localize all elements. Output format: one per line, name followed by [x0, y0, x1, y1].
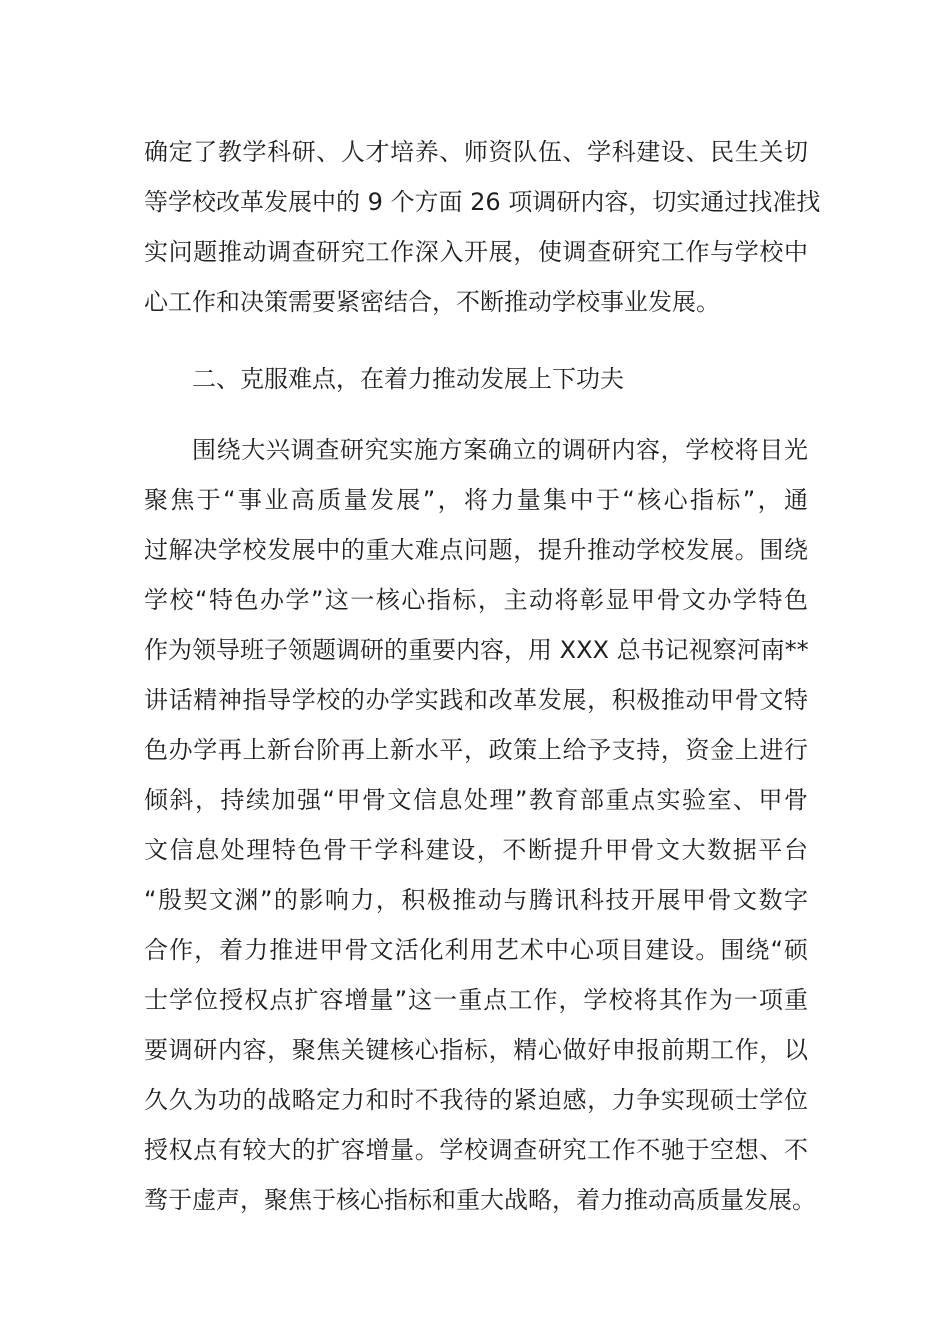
paragraph-line: 倾斜，持续加强“甲骨文信息处理”教育部重点实验室、甲骨	[144, 786, 808, 814]
paragraph-1	[144, 127, 821, 327]
paragraph-line: 围绕大兴调查研究实施方案确立的调研内容，学校将目光	[192, 436, 808, 464]
paragraph-line: 色办学再上新台阶再上新水平，政策上给予支持，资金上进行	[144, 736, 808, 764]
paragraph-line: 讲话精神指导学校的办学实践和改革发展，积极推动甲骨文特	[144, 686, 808, 714]
paragraph-line: 心工作和决策需要紧密结合，不断推动学校事业发展。	[144, 288, 720, 316]
paragraph-line: “殷契文渊”的影响力，积极推动与腾讯科技开展甲骨文数字	[144, 886, 808, 914]
paragraph-line: 要调研内容，聚焦关键核心指标，精心做好申报前期工作，以	[144, 1036, 808, 1064]
paragraph-line: 等学校改革发展中的 9 个方面 26 项调研内容，切实通过找准找	[144, 188, 821, 216]
paragraph-line: 授权点有较大的扩容增量。学校调查研究工作不驰于空想、不	[144, 1136, 808, 1164]
document-body	[144, 127, 821, 1225]
paragraph-line: 实问题推动调查研究工作深入开展，使调查研究工作与学校中	[144, 238, 808, 266]
paragraph-line: 聚焦于“事业高质量发展”，将力量集中于“核心指标”，通	[144, 486, 808, 514]
paragraph-line: 确定了教学科研、人才培养、师资队伍、学科建设、民生关切	[144, 138, 808, 166]
paragraph-line: 过解决学校发展中的重大难点问题，提升推动学校发展。围绕	[144, 536, 808, 564]
paragraph-line: 文信息处理特色骨干学科建设，不断提升甲骨文大数据平台	[144, 836, 808, 864]
paragraph-line: 合作，着力推进甲骨文活化利用艺术中心项目建设。围绕“硕	[144, 936, 808, 964]
paragraph-line: 久久为功的战略定力和时不我待的紧迫感，力争实现硕士学位	[144, 1086, 808, 1114]
section-heading: 二、克服难点，在着力推动发展上下功夫	[192, 365, 624, 393]
paragraph-line: 士学位授权点扩容增量”这一重点工作，学校将其作为一项重	[144, 986, 808, 1014]
paragraph-line: 作为领导班子领题调研的重要内容，用 XXX 总书记视察河南**	[144, 636, 809, 664]
paragraph-line: 骛于虚声，聚焦于核心指标和重大战略，着力推动高质量发展。	[144, 1186, 816, 1214]
paragraph-2	[144, 425, 816, 1225]
paragraph-line: 学校“特色办学”这一核心指标，主动将彰显甲骨文办学特色	[144, 586, 808, 614]
